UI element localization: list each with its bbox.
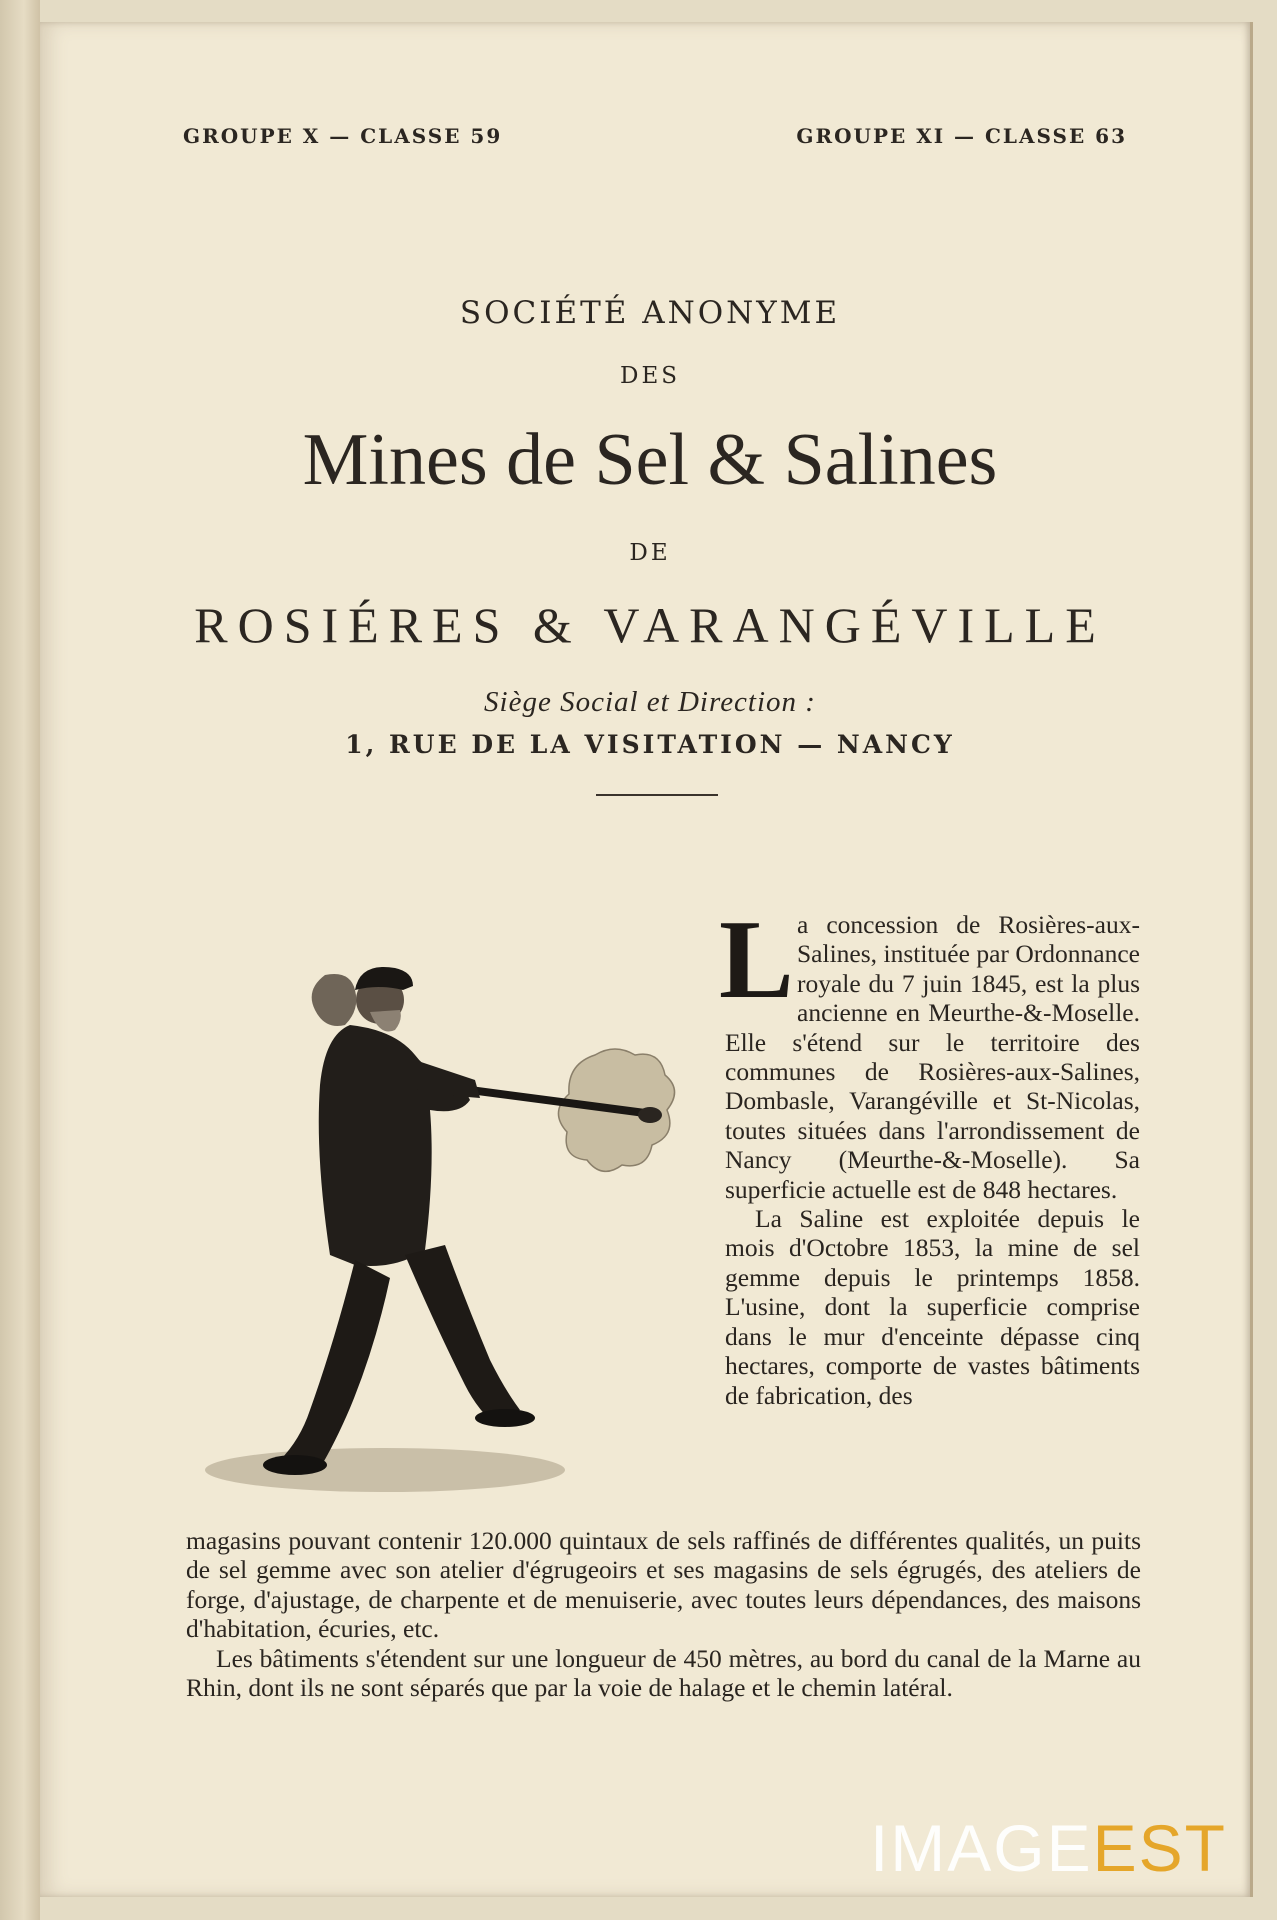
ground-shadow: [205, 1448, 565, 1492]
watermark-logo: [870, 1810, 1227, 1886]
title-des: DES: [620, 363, 680, 389]
worker-body: [319, 1025, 470, 1266]
watermark-est: EST: [1092, 1811, 1227, 1885]
header-left: GROUPE X — CLASSE 59: [183, 124, 503, 148]
shovel-head: [638, 1107, 662, 1123]
book-gutter: [0, 0, 40, 1920]
text-full-width: [186, 1526, 1141, 1702]
title-location: ROSIÉRES & VARANGÉVILLE: [194, 597, 1106, 653]
header-right: GROUPE XI — CLASSE 63: [796, 124, 1127, 148]
title-de: DE: [629, 540, 671, 566]
worker-beard: [370, 1010, 401, 1032]
paragraph-2-column: La Saline est exploitée depuis le mois d'Octobre 1853, la mine de sel gemme depuis le printemps 1858. L'usine, dont la superficie comprise dans le mur d'enceinte dépasse cinq hectares, comporte de vastes bâtiments de fabrication, des: [725, 1204, 1140, 1410]
divider-rule: [596, 794, 718, 796]
paragraph-3: Les bâtiments s'étendent sur une longueur de 450 mètres, au bord du canal de la Marne au Rhin, dont ils ne sont séparés que par la voie de halage et le chemin latéral.: [186, 1643, 1141, 1703]
address: 1, RUE DE LA VISITATION — NANCY: [345, 730, 955, 759]
title-societe: SOCIÉTÉ ANONYME: [459, 295, 841, 331]
worker-cap: [355, 967, 413, 990]
worker-leg-back: [280, 1260, 390, 1468]
watermark-image: IMAGE: [869, 1811, 1093, 1885]
siege-label: Siège Social et Direction :: [484, 686, 816, 718]
paragraph-2-continued: magasins pouvant contenir 120.000 quintaux de sels raffinés de différentes qualités, un puits de sel gemme avec son atelier d'égrugeoirs et ses magasins de sels égrugés, des ateliers de forge, d'ajustage, de charpente et de menuiserie, avec toutes leurs dépendances, des maisons d'habitation, écuries, etc.: [186, 1526, 1141, 1644]
boot-back: [263, 1455, 327, 1475]
boot-front: [475, 1409, 535, 1427]
dropcap-letter: L: [719, 898, 794, 1022]
paragraph-1: a concession de Rosières-aux-Salines, instituée par Ordonnance royale du 7 juin 1845, est la plus ancienne en Meurthe-&-Moselle. Elle s'étend sur le territoire des communes de Rosières-aux-Salines, Dombasle, Varangéville et St-Nicolas, toutes situées dans l'arrondissement de Nancy (Meurthe-&-Moselle). Sa superficie actuelle est de 848 hectares.: [725, 910, 1140, 1204]
salt-worker-illustration: [205, 950, 695, 1510]
worker-leg-front: [405, 1245, 520, 1420]
title-main: Mines de Sel & Salines: [302, 419, 998, 501]
sack: [312, 974, 357, 1026]
text-column-right: [719, 898, 1140, 1410]
